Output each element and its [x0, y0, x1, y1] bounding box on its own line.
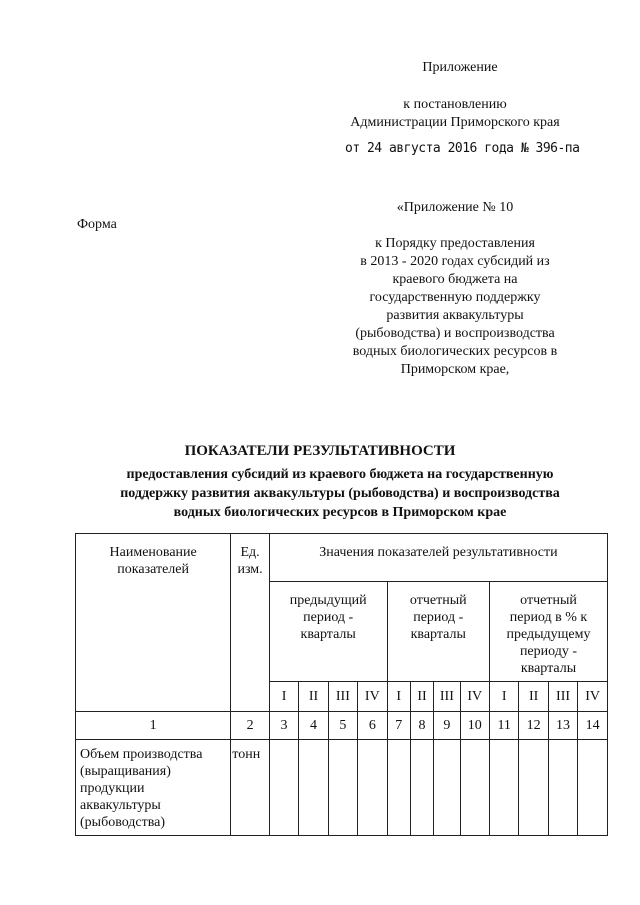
header-text: Ед. — [240, 545, 260, 560]
appendix-text: Приложение — [422, 60, 498, 75]
header-values — [269, 534, 607, 582]
value-cell — [489, 740, 518, 836]
column-number — [231, 712, 270, 740]
column-number-text: 5 — [339, 718, 347, 733]
quarter-label: II — [308, 689, 319, 704]
header-indicator-name — [76, 534, 231, 712]
unit-cell — [231, 740, 270, 836]
value-cell — [299, 740, 328, 836]
column-number — [548, 712, 577, 740]
column-number — [434, 712, 460, 740]
value-cell — [328, 740, 357, 836]
quarter-cell — [548, 682, 577, 712]
header-text: предыдущему — [506, 627, 591, 642]
appendix10-line: Приморском крае, — [400, 362, 510, 377]
subtitle-line: поддержку развития аквакультуры (рыбоводства) и воспроизводства — [120, 486, 560, 501]
column-number-text: 3 — [280, 718, 288, 733]
column-number — [519, 712, 548, 740]
quarter-label: III — [439, 689, 454, 704]
quarter-cell — [358, 682, 387, 712]
indicator-name-cell — [76, 740, 231, 836]
column-number — [460, 712, 489, 740]
appendix10-title-text: «Приложение № 10 — [396, 200, 514, 215]
document-title — [0, 443, 640, 460]
value-cell — [269, 740, 298, 836]
stamp-text: от 24 августа 2016 года № 396-па — [345, 141, 580, 156]
quarter-cell — [460, 682, 489, 712]
value-cell — [434, 740, 460, 836]
quarter-label: IV — [364, 689, 380, 704]
header-previous-period — [269, 582, 387, 682]
header-text: кварталы — [410, 627, 466, 642]
column-number-text: 10 — [467, 718, 482, 733]
quarter-label: I — [281, 689, 287, 704]
column-number-text: 4 — [309, 718, 317, 733]
appendix10-line: государственную поддержку — [369, 290, 541, 305]
column-number-text: 9 — [443, 718, 451, 733]
header-text: кварталы — [520, 661, 577, 676]
resolution-line: к постановлению — [403, 97, 507, 112]
quarter-cell — [519, 682, 548, 712]
column-number-text: 7 — [395, 718, 403, 733]
quarter-cell — [269, 682, 298, 712]
form-label-text: Форма — [77, 217, 117, 232]
column-number-text: 13 — [556, 718, 571, 733]
header-text: предыдущий — [289, 593, 367, 608]
indicator-name-line: (выращивания) — [80, 764, 171, 779]
column-number-text: 12 — [526, 718, 541, 733]
header-text: отчетный — [520, 593, 577, 608]
column-number-text: 6 — [368, 718, 376, 733]
quarter-label: IV — [585, 689, 601, 704]
indicator-name-line: продукции — [80, 781, 145, 796]
quarter-label: I — [396, 689, 402, 704]
value-cell — [410, 740, 433, 836]
appendix10-body — [330, 235, 580, 379]
header-text: Значения показателей результативности — [319, 545, 558, 560]
subtitle-line: предоставления субсидий из краевого бюджета на государственную — [126, 467, 554, 482]
header-unit — [231, 534, 270, 712]
appendix10-line: в 2013 - 2020 годах субсидий из — [360, 254, 550, 269]
appendix-label — [380, 60, 540, 76]
indicators-table — [75, 533, 608, 836]
column-number-text: 8 — [418, 718, 426, 733]
header-text: период в % к — [509, 610, 588, 625]
unit-text: тонн — [232, 747, 261, 762]
header-text: Наименование — [109, 545, 197, 560]
quarter-cell — [410, 682, 433, 712]
quarter-label: IV — [467, 689, 483, 704]
appendix10-line: водных биологических ресурсов в — [352, 344, 558, 359]
quarter-cell — [434, 682, 460, 712]
value-cell — [578, 740, 608, 836]
value-cell — [548, 740, 577, 836]
column-number — [489, 712, 518, 740]
header-text: период - — [413, 610, 464, 625]
quarter-cell — [489, 682, 518, 712]
value-cell — [460, 740, 489, 836]
column-number — [269, 712, 298, 740]
appendix10-line: (рыбоводства) и воспроизводства — [355, 326, 555, 341]
quarter-label: III — [556, 689, 571, 704]
document-title-text: ПОКАЗАТЕЛИ РЕЗУЛЬТАТИВНОСТИ — [184, 443, 456, 459]
resolution-line: Администрации Приморского края — [350, 115, 560, 130]
quarter-cell — [299, 682, 328, 712]
appendix10-title — [340, 200, 570, 216]
column-number — [299, 712, 328, 740]
subtitle-line: водных биологических ресурсов в Приморском крае — [173, 505, 507, 520]
quarter-label: I — [501, 689, 507, 704]
indicator-name-line: (рыбоводства) — [80, 815, 166, 830]
column-number — [328, 712, 357, 740]
document-subtitle — [60, 465, 620, 522]
column-number-text: 11 — [497, 718, 511, 733]
column-number-row — [76, 712, 608, 740]
header-text: периоду - — [519, 644, 578, 659]
form-label — [77, 217, 117, 233]
column-number-text: 2 — [246, 718, 254, 733]
column-number — [578, 712, 608, 740]
table-row — [76, 740, 608, 836]
indicator-name-line: Объем производства — [80, 747, 203, 762]
header-text: кварталы — [300, 627, 356, 642]
quarter-label: III — [335, 689, 350, 704]
resolution-ref — [330, 96, 580, 132]
date-number-stamp — [345, 141, 579, 156]
quarter-cell — [328, 682, 357, 712]
indicator-name-line: аквакультуры — [80, 798, 161, 813]
column-number — [76, 712, 231, 740]
column-number-text: 1 — [149, 718, 157, 733]
column-number — [410, 712, 433, 740]
quarter-label: II — [417, 689, 427, 704]
header-text: период - — [303, 610, 354, 625]
appendix10-line: к Порядку предоставления — [375, 236, 535, 251]
value-cell — [519, 740, 548, 836]
appendix10-line: краевого бюджета на — [392, 272, 518, 287]
value-cell — [387, 740, 410, 836]
quarter-cell — [387, 682, 410, 712]
header-text: отчетный — [409, 593, 467, 608]
column-number — [387, 712, 410, 740]
header-text: изм. — [237, 562, 263, 577]
header-percent-period — [489, 582, 607, 682]
value-cell — [358, 740, 387, 836]
quarter-label: II — [528, 689, 539, 704]
appendix10-line: развития аквакультуры — [386, 308, 524, 323]
header-report-period — [387, 582, 489, 682]
column-number — [358, 712, 387, 740]
column-number-text: 14 — [585, 718, 600, 733]
quarter-cell — [578, 682, 608, 712]
header-text: показателей — [117, 562, 189, 577]
